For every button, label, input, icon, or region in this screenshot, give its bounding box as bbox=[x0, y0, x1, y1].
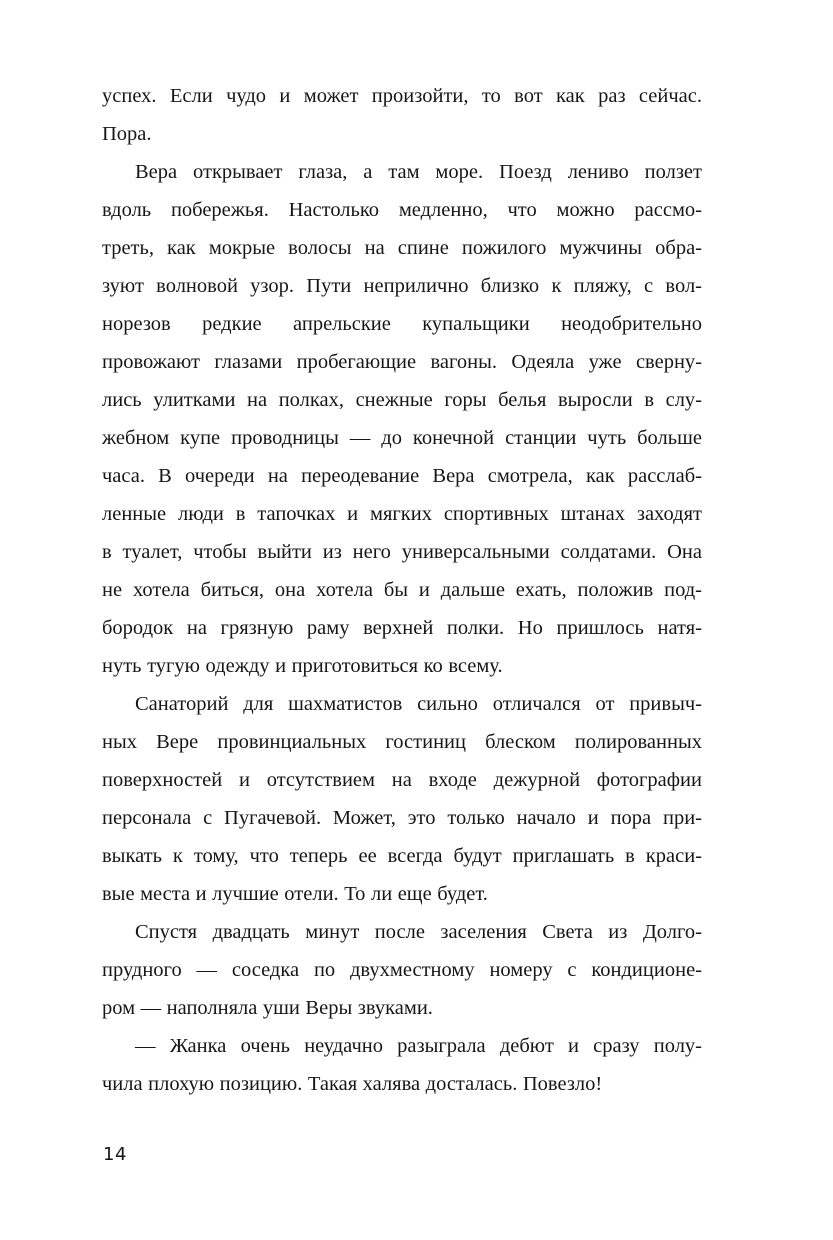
text-line: вые места и лучшие отели. То ли еще будет. bbox=[102, 883, 488, 905]
paragraph bbox=[102, 685, 702, 913]
paragraph bbox=[102, 913, 702, 1027]
page-number: 14 bbox=[103, 1144, 127, 1165]
page-text bbox=[102, 77, 702, 1103]
text-line: жебном купе проводницы — до конечной станции чуть больше bbox=[102, 427, 702, 449]
text-line: ных Вере провинциальных гостиниц блеском полированных bbox=[102, 731, 702, 753]
text-line: треть, как мокрые волосы на спине пожилого мужчины обра- bbox=[102, 237, 702, 259]
text-line: чила плохую позицию. Такая халява досталась. Повезло! bbox=[102, 1073, 603, 1095]
text-line: Пора. bbox=[102, 123, 152, 145]
text-line: прудного — соседка по двухместному номеру с кондиционе- bbox=[102, 959, 702, 981]
text-line: Санаторий для шахматистов сильно отличался от привыч- bbox=[135, 693, 702, 715]
text-line: — Жанка очень неудачно разыграла дебют и сразу полу- bbox=[135, 1035, 702, 1057]
text-line: норезов редкие апрельские купальщики неодобрительно bbox=[102, 313, 702, 335]
paragraph bbox=[102, 153, 702, 685]
paragraph bbox=[102, 1027, 702, 1103]
text-line: не хотела биться, она хотела бы и дальше ехать, положив под- bbox=[102, 579, 702, 601]
text-line: ленные люди в тапочках и мягких спортивных штанах заходят bbox=[102, 503, 702, 525]
text-line: зуют волновой узор. Пути неприлично близко к пляжу, с вол- bbox=[102, 275, 702, 297]
text-line: нуть тугую одежду и приготовиться ко всему. bbox=[102, 655, 503, 677]
text-line: часа. В очереди на переодевание Вера смотрела, как расслаб- bbox=[102, 465, 702, 487]
text-line: в туалет, чтобы выйти из него универсальными солдатами. Она bbox=[102, 541, 702, 563]
text-line: бородок на грязную раму верхней полки. Но пришлось натя- bbox=[102, 617, 702, 639]
text-line: лись улитками на полках, снежные горы белья выросли в слу- bbox=[102, 389, 702, 411]
text-line: успех. Если чудо и может произойти, то вот как раз сейчас. bbox=[102, 85, 702, 107]
text-line: Вера открывает глаза, а там море. Поезд лениво ползет bbox=[135, 161, 702, 183]
text-line: персонала с Пугачевой. Может, это только начало и пора при- bbox=[102, 807, 702, 829]
paragraph bbox=[102, 77, 702, 153]
text-line: поверхностей и отсутствием на входе дежурной фотографии bbox=[102, 769, 702, 791]
text-line: Спустя двадцать минут после заселения Света из Долго- bbox=[135, 921, 702, 943]
text-line: выкать к тому, что теперь ее всегда будут приглашать в краси- bbox=[102, 845, 702, 867]
text-line: провожают глазами пробегающие вагоны. Одеяла уже сверну- bbox=[102, 351, 702, 373]
text-line: вдоль побережья. Настолько медленно, что можно рассмо- bbox=[102, 199, 702, 221]
text-line: ром — наполняла уши Веры звуками. bbox=[102, 997, 433, 1019]
